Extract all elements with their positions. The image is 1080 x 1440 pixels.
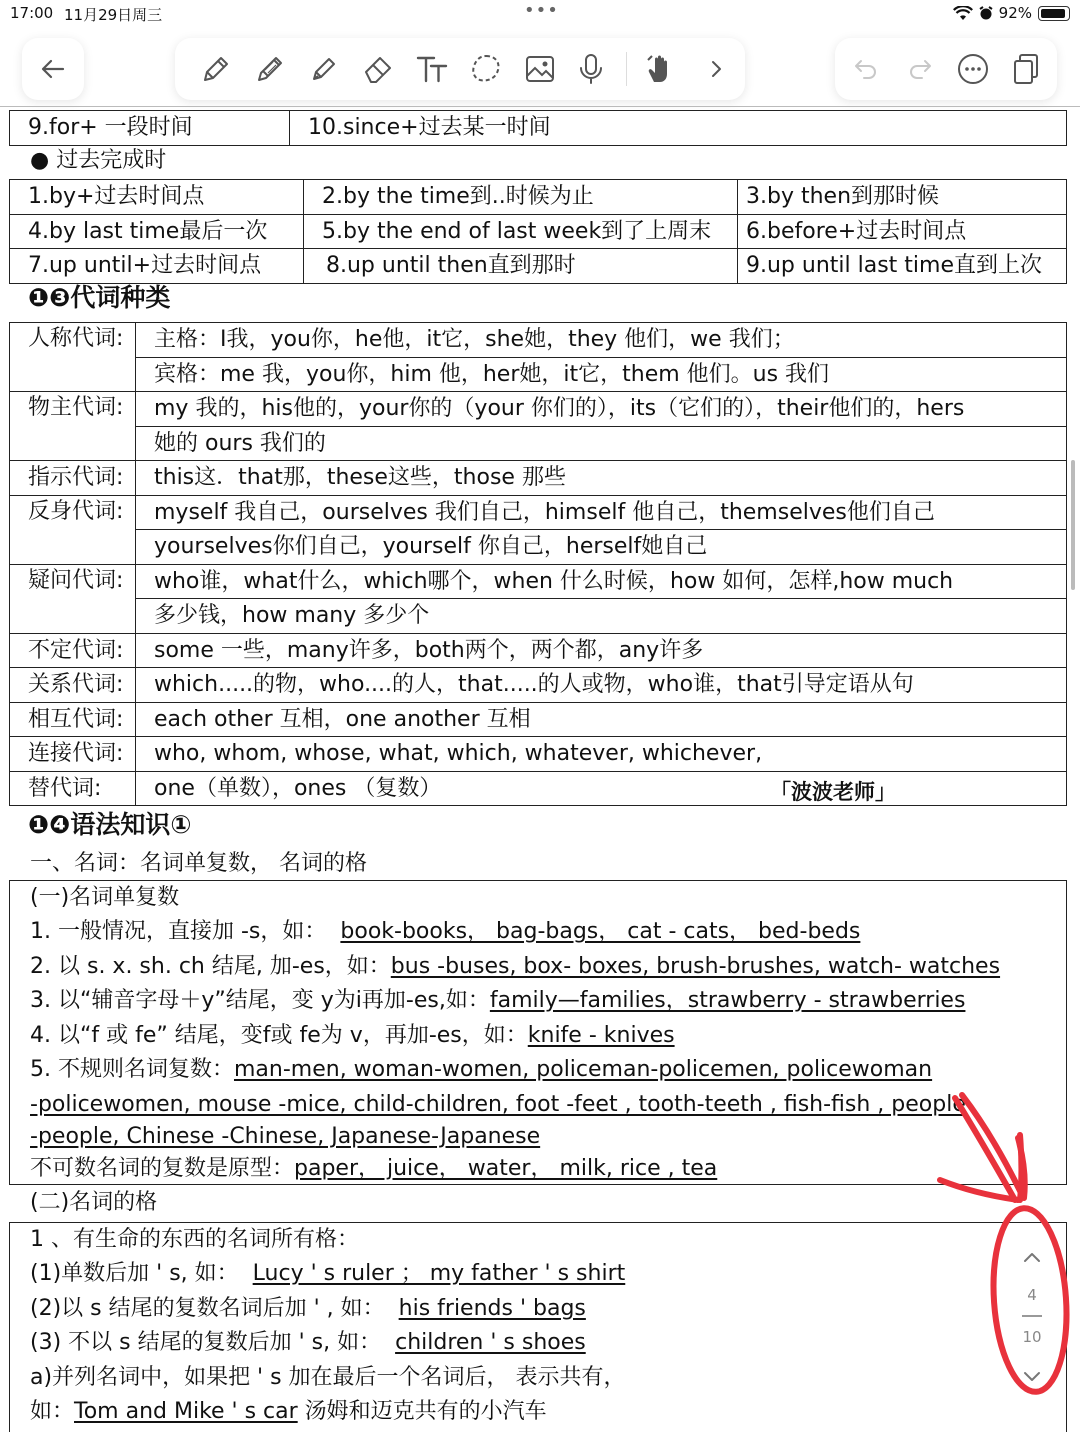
- table-row: [10, 392, 1067, 427]
- table-row: [10, 426, 1067, 461]
- rule-example: family—families，strawberry - strawberries: [489, 988, 966, 1013]
- page-navigator: [1008, 1230, 1056, 1400]
- microphone-icon: [574, 52, 608, 86]
- table-cell: 4.by last time最后一次: [10, 214, 304, 249]
- rule-example: bus -buses, box- boxes, brush-brushes, watch- watches: [390, 954, 1001, 979]
- status-time: 17:00: [10, 4, 54, 22]
- multitask-dots[interactable]: •••: [524, 0, 559, 21]
- alarm-icon: [979, 6, 993, 21]
- rule-line: [30, 919, 860, 944]
- teacher-signature: 「波波老师」: [770, 780, 896, 804]
- table-cell: 10.since+过去某一时间: [290, 111, 1067, 146]
- rule-line: [30, 1330, 586, 1355]
- table-cell: 2.by the time到..时候为止: [304, 180, 738, 215]
- tool-separator: [626, 52, 627, 86]
- since-table: [9, 110, 1067, 146]
- rule-line: [30, 1057, 932, 1082]
- table-row: [10, 323, 1067, 358]
- table-row: [10, 357, 1067, 392]
- rule-text: 3. 以“辅音字母＋y”结尾，变 y为i再加-es,如：: [30, 988, 490, 1013]
- section-heading: ❶❸代词种类: [28, 283, 171, 312]
- pronoun-category: 人称代词:: [10, 323, 136, 392]
- section-bullet: ● 过去完成时: [30, 148, 167, 173]
- rule-example: children ' s shoes: [395, 1330, 586, 1355]
- more-icon: [956, 52, 990, 86]
- pronoun-category: 相互代词:: [10, 702, 136, 737]
- pronoun-category: 物主代词:: [10, 392, 136, 461]
- text-tool-icon: [415, 52, 449, 86]
- pronoun-line: who谁，what什么，which哪个，when 什么时候，how 如何，怎样,how much: [136, 564, 1067, 599]
- pronoun-line: 她的 ours 我们的: [136, 426, 1067, 461]
- subsection-title: (二)名词的格: [30, 1190, 158, 1215]
- rule-example: -policewomen, mouse -mice, child-children, foot -feet , tooth-teeth , fish-fish , people: [30, 1092, 966, 1117]
- table-cell: 5.by the end of last week到了上周末: [304, 214, 738, 249]
- pronoun-line: each other 互相，one another 互相: [136, 702, 1067, 737]
- rule-text: a)并列名词中，如果把 ' s 加在最后一个名词后， 表示共有，: [30, 1365, 626, 1390]
- rule-line: [30, 954, 1000, 979]
- lasso-tool[interactable]: [467, 50, 505, 88]
- page-down-button[interactable]: [1020, 1364, 1044, 1388]
- lasso-icon: [469, 52, 503, 86]
- rule-example: his friends ' bags: [398, 1296, 586, 1321]
- pencil-tool[interactable]: [251, 50, 289, 88]
- right-panel: [835, 38, 1057, 100]
- pronoun-line: my 我的，his他的，your你的（your 你们的），its（它们的），their他们的，hers: [136, 392, 1067, 427]
- pronoun-category: 替代词:: [10, 771, 136, 806]
- pronoun-category: 连接代词:: [10, 737, 136, 772]
- rule-text: 1 、有生命的东西的名词所有格：: [30, 1227, 359, 1252]
- rule-line: [30, 1296, 586, 1321]
- table-cell: 7.up until+过去时间点: [10, 249, 304, 284]
- pen-icon: [199, 52, 233, 86]
- touch-tool[interactable]: [641, 50, 679, 88]
- rule-text: (2)以 s 结尾的复数名词后加 ' , 如：: [30, 1296, 385, 1321]
- battery-percent: 92%: [998, 4, 1032, 22]
- rule-example: book-books， bag-bags， cat - cats， bed-beds: [340, 919, 861, 944]
- pronoun-line: yourselves你们自己，yourself 你自己，herself她自己: [136, 530, 1067, 565]
- rule-text: 2. 以 s. x. sh. ch 结尾, 加-es，如：: [30, 954, 391, 979]
- chevron-right-icon: [705, 58, 727, 80]
- redo-button[interactable]: [901, 50, 939, 88]
- undo-icon: [852, 55, 880, 83]
- eraser-icon: [361, 52, 395, 86]
- tool-panel: [175, 38, 745, 100]
- table-row: [10, 249, 1067, 284]
- table-row: [10, 633, 1067, 668]
- image-tool[interactable]: [521, 50, 559, 88]
- table-row: [10, 111, 1067, 146]
- rule-example: Lucy ' s ruler ； my father ' s shirt: [252, 1261, 626, 1286]
- rule-line: [30, 988, 965, 1013]
- page-up-button[interactable]: [1020, 1246, 1044, 1270]
- rule-text: 如：: [30, 1399, 75, 1424]
- noun-heading: 一、名词：名词单复数， 名词的格: [30, 851, 367, 876]
- text-tool[interactable]: [413, 50, 451, 88]
- table-row: [10, 180, 1067, 215]
- more-button[interactable]: [954, 50, 992, 88]
- box-title: (一)名词单复数: [30, 885, 180, 910]
- pronoun-category: 不定代词:: [10, 633, 136, 668]
- status-bar: [0, 0, 1080, 28]
- table-cell: 1.by+过去时间点: [10, 180, 304, 215]
- toolbar-divider: [0, 106, 1080, 107]
- table-cell: 3.by then到那时候: [738, 180, 1067, 215]
- pronoun-table: [9, 322, 1067, 806]
- pronoun-line: one（单数），ones （复数）: [136, 771, 1067, 806]
- chevron-down-icon: [1022, 1366, 1042, 1386]
- back-icon: [39, 55, 67, 83]
- rule-text: 1. 一般情况，直接加 -s，如：: [30, 919, 327, 944]
- pronoun-category: 指示代词:: [10, 461, 136, 496]
- rule-example: knife - knives: [527, 1023, 675, 1048]
- rule-example: -people, Chinese -Chinese, Japanese-Japanese: [30, 1124, 541, 1149]
- table-row: [10, 564, 1067, 599]
- past-perfect-table: [9, 179, 1067, 284]
- table-cell: 9.for+ 一段时间: [10, 111, 290, 146]
- total-pages: 10: [1022, 1328, 1042, 1346]
- rule-line: [30, 1261, 625, 1286]
- pages-button[interactable]: [1007, 50, 1045, 88]
- pronoun-line: which.....的物，who....的人，that.....的人或物，who谁，that引导定语从句: [136, 668, 1067, 703]
- table-cell: 8.up until then直到那时: [304, 249, 738, 284]
- highlighter-tool[interactable]: [305, 50, 343, 88]
- table-row: [10, 771, 1067, 806]
- table-row: [10, 668, 1067, 703]
- highlighter-icon: [307, 52, 341, 86]
- current-page: 4: [1027, 1286, 1037, 1304]
- pronoun-line: who, whom, whose, what, which, whatever, whichever,: [136, 737, 1067, 772]
- rule-line: [30, 1399, 547, 1424]
- table-cell: 6.before+过去时间点: [738, 214, 1067, 249]
- eraser-tool[interactable]: [359, 50, 397, 88]
- pronoun-line: this这．that那，these这些，those 那些: [136, 461, 1067, 496]
- table-row: [10, 530, 1067, 565]
- hand-touch-icon: [643, 52, 677, 86]
- table-row: [10, 495, 1067, 530]
- rule-text: (1)单数后加 ' s, 如：: [30, 1261, 239, 1286]
- redo-icon: [906, 55, 934, 83]
- scrollbar[interactable]: [1071, 460, 1075, 590]
- pen-tool[interactable]: [197, 50, 235, 88]
- page-divider: [1022, 1315, 1042, 1317]
- more-tools-button[interactable]: [697, 50, 735, 88]
- pencil-icon: [253, 52, 287, 86]
- undo-button[interactable]: [847, 50, 885, 88]
- pronoun-line: 多少钱，how many 多少个: [136, 599, 1067, 634]
- image-icon: [523, 52, 557, 86]
- table-cell: 9.up until last time直到上次: [738, 249, 1067, 284]
- rule-example: paper， juice， water， milk, rice , tea: [294, 1156, 718, 1181]
- rule-text: 不可数名词的复数是原型：: [30, 1156, 295, 1181]
- back-button[interactable]: [22, 38, 84, 100]
- pronoun-line: 主格：I我，you你，he他，it它，she她，they 他们，we 我们；: [136, 323, 1067, 358]
- pronoun-line: 宾格：me 我，you你，him 他，her她，it它，them 他们。us 我们: [136, 357, 1067, 392]
- rule-text: 汤姆和迈克共有的小汽车: [297, 1399, 547, 1424]
- plural-box: [9, 880, 1067, 1185]
- rule-text: 5. 不规则名词复数：: [30, 1057, 234, 1082]
- table-row: [10, 461, 1067, 496]
- rule-text: 4. 以“f 或 fe” 结尾，变f或 fe为 v，再加-es，如：: [30, 1023, 528, 1048]
- rule-example: man-men, woman-women, policeman-policemen, policewoman: [233, 1057, 933, 1082]
- possessive-box: [9, 1222, 1067, 1432]
- rule-line: [30, 1023, 675, 1048]
- battery-icon: [1038, 6, 1070, 21]
- status-date: 11月29日周三: [64, 6, 163, 24]
- pronoun-line: myself 我自己，ourselves 我们自己，himself 他自己，themselves他们自己: [136, 495, 1067, 530]
- section-heading: ❶❹语法知识①: [28, 810, 192, 839]
- rule-example: Tom and Mike ' s car: [74, 1399, 298, 1424]
- table-row: [10, 599, 1067, 634]
- pronoun-category: 反身代词:: [10, 495, 136, 564]
- pages-icon: [1011, 52, 1041, 86]
- pronoun-line: some 一些，many许多，both两个，两个都，any许多: [136, 633, 1067, 668]
- rule-text: (3) 不以 s 结尾的复数后加 ' s, 如：: [30, 1330, 382, 1355]
- pronoun-category: 疑问代词:: [10, 564, 136, 633]
- chevron-up-icon: [1022, 1248, 1042, 1268]
- audio-tool[interactable]: [572, 50, 610, 88]
- wifi-icon: [953, 6, 973, 21]
- table-row: [10, 214, 1067, 249]
- table-row: [10, 702, 1067, 737]
- status-right: [953, 4, 1070, 22]
- pronoun-category: 关系代词:: [10, 668, 136, 703]
- table-row: [10, 737, 1067, 772]
- rule-line: [30, 1156, 717, 1181]
